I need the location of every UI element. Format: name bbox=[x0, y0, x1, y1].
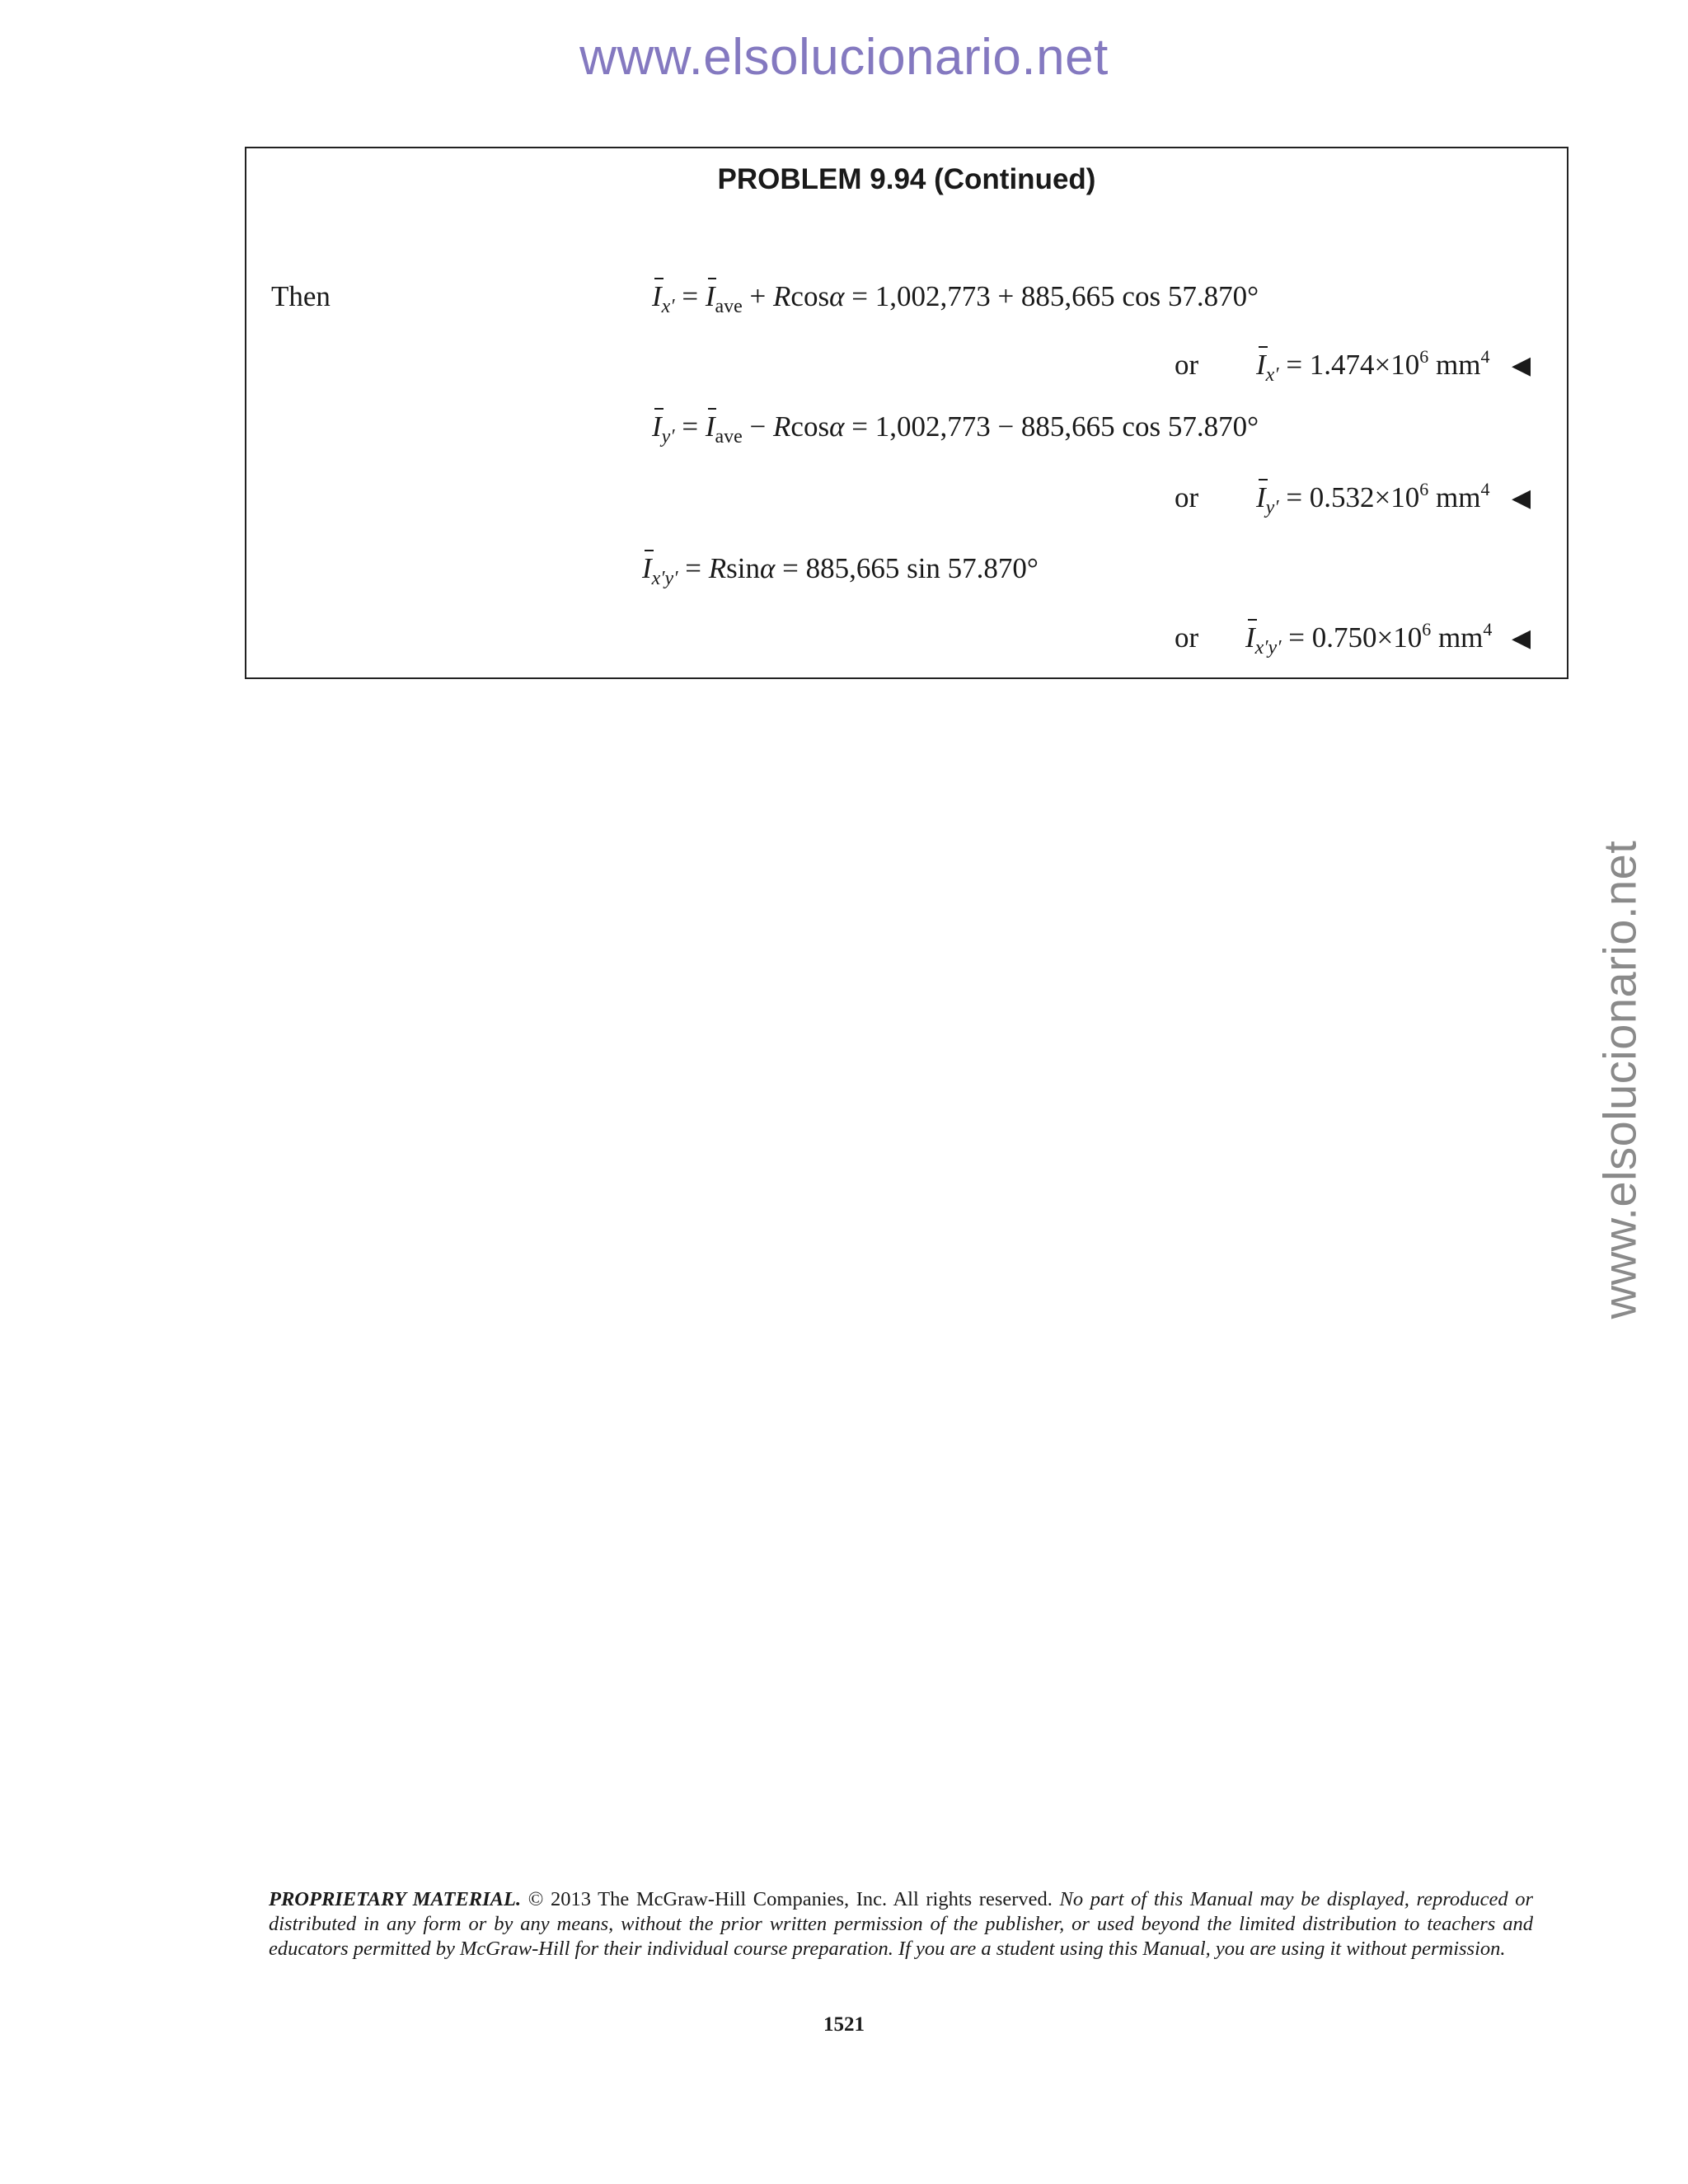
radius-symbol: R bbox=[773, 280, 791, 312]
subscript: y′ bbox=[1265, 497, 1279, 518]
result-ixy bbox=[1245, 619, 1493, 658]
watermark-side-text: www.elsolucionario.net bbox=[1593, 840, 1646, 1319]
watermark-top: www.elsolucionario.net bbox=[579, 29, 1109, 86]
answer-marker-icon: ◀ bbox=[1512, 625, 1531, 652]
subscript: ave bbox=[715, 426, 743, 448]
footer-copyright: © 2013 The McGraw-Hill Companies, Inc. All rights reserved. bbox=[521, 1888, 1060, 1910]
equation-iy bbox=[652, 410, 1259, 448]
unit-exponent: 4 bbox=[1480, 346, 1490, 367]
or-label: or bbox=[1175, 481, 1199, 513]
alpha-symbol: α bbox=[829, 280, 845, 312]
equation-ixy bbox=[642, 552, 1039, 589]
then-label: Then bbox=[271, 280, 331, 312]
alpha-symbol: α bbox=[759, 552, 776, 584]
footer-lead: PROPRIETARY MATERIAL. bbox=[269, 1888, 522, 1910]
problem-title: PROBLEM 9.94 (Continued) bbox=[717, 163, 1096, 195]
exponent: 6 bbox=[1419, 479, 1429, 499]
result-ix bbox=[1256, 346, 1490, 386]
subscript: x′ bbox=[1265, 364, 1279, 386]
radius-symbol: R bbox=[773, 410, 791, 443]
operator: − bbox=[742, 410, 774, 443]
or-label: or bbox=[1175, 349, 1199, 381]
function: cos bbox=[790, 280, 830, 312]
i-bar-symbol: I bbox=[1256, 349, 1266, 381]
unit-exponent: 4 bbox=[1480, 479, 1490, 499]
subscript: x′y′ bbox=[651, 568, 678, 589]
equation-ix bbox=[652, 280, 1259, 317]
answer-marker-icon: ◀ bbox=[1512, 352, 1531, 379]
solution-box bbox=[245, 147, 1568, 679]
unit: mm bbox=[1431, 621, 1484, 654]
function: sin bbox=[726, 552, 760, 584]
i-bar-symbol: I bbox=[705, 280, 715, 312]
result-iy-row bbox=[246, 481, 1567, 523]
equals: = bbox=[678, 552, 709, 584]
expression: = 1,002,773 − 885,665 cos 57.870° bbox=[844, 410, 1259, 443]
i-bar-symbol: I bbox=[642, 552, 652, 584]
subscript: x′ bbox=[661, 296, 675, 317]
value: = 1.474×10 bbox=[1278, 349, 1420, 381]
i-bar-symbol: I bbox=[705, 410, 715, 443]
exponent: 6 bbox=[1419, 346, 1429, 367]
unit-exponent: 4 bbox=[1483, 619, 1493, 640]
unit: mm bbox=[1428, 481, 1481, 513]
operator: + bbox=[742, 280, 774, 312]
i-bar-symbol: I bbox=[1245, 621, 1255, 654]
expression: = 885,665 sin 57.870° bbox=[775, 552, 1039, 584]
i-bar-symbol: I bbox=[1256, 481, 1266, 513]
radius-symbol: R bbox=[708, 552, 727, 584]
equals: = bbox=[674, 410, 706, 443]
result-iy bbox=[1256, 479, 1490, 518]
subscript: ave bbox=[715, 296, 743, 317]
page-number: 1521 bbox=[823, 2013, 865, 2036]
i-bar-symbol: I bbox=[652, 410, 662, 443]
unit: mm bbox=[1428, 349, 1481, 381]
answer-marker-icon: ◀ bbox=[1512, 485, 1531, 512]
alpha-symbol: α bbox=[829, 410, 845, 443]
value: = 0.532×10 bbox=[1278, 481, 1420, 513]
i-bar-symbol: I bbox=[652, 280, 662, 312]
footer-notice: No part of this Manual may be displayed, reproduced or distributed in any form or by any means, without the prior written permission of the publisher, or used beyond the limited distribution to teachers and educators permitted by McGraw-Hill for their individual course preparation. If you are a student using this Manual, you are using it without permission. bbox=[269, 1888, 1534, 1960]
equals: = bbox=[674, 280, 706, 312]
value: = 0.750×10 bbox=[1281, 621, 1423, 654]
subscript: y′ bbox=[661, 426, 675, 448]
expression: = 1,002,773 + 885,665 cos 57.870° bbox=[844, 280, 1259, 312]
function: cos bbox=[790, 410, 830, 443]
result-ix-row bbox=[246, 346, 1567, 390]
or-label: or bbox=[1175, 621, 1199, 654]
exponent: 6 bbox=[1422, 619, 1432, 640]
copyright-footer bbox=[269, 1887, 1533, 1961]
subscript: x′y′ bbox=[1254, 637, 1282, 658]
result-ixy-row bbox=[246, 621, 1567, 663]
